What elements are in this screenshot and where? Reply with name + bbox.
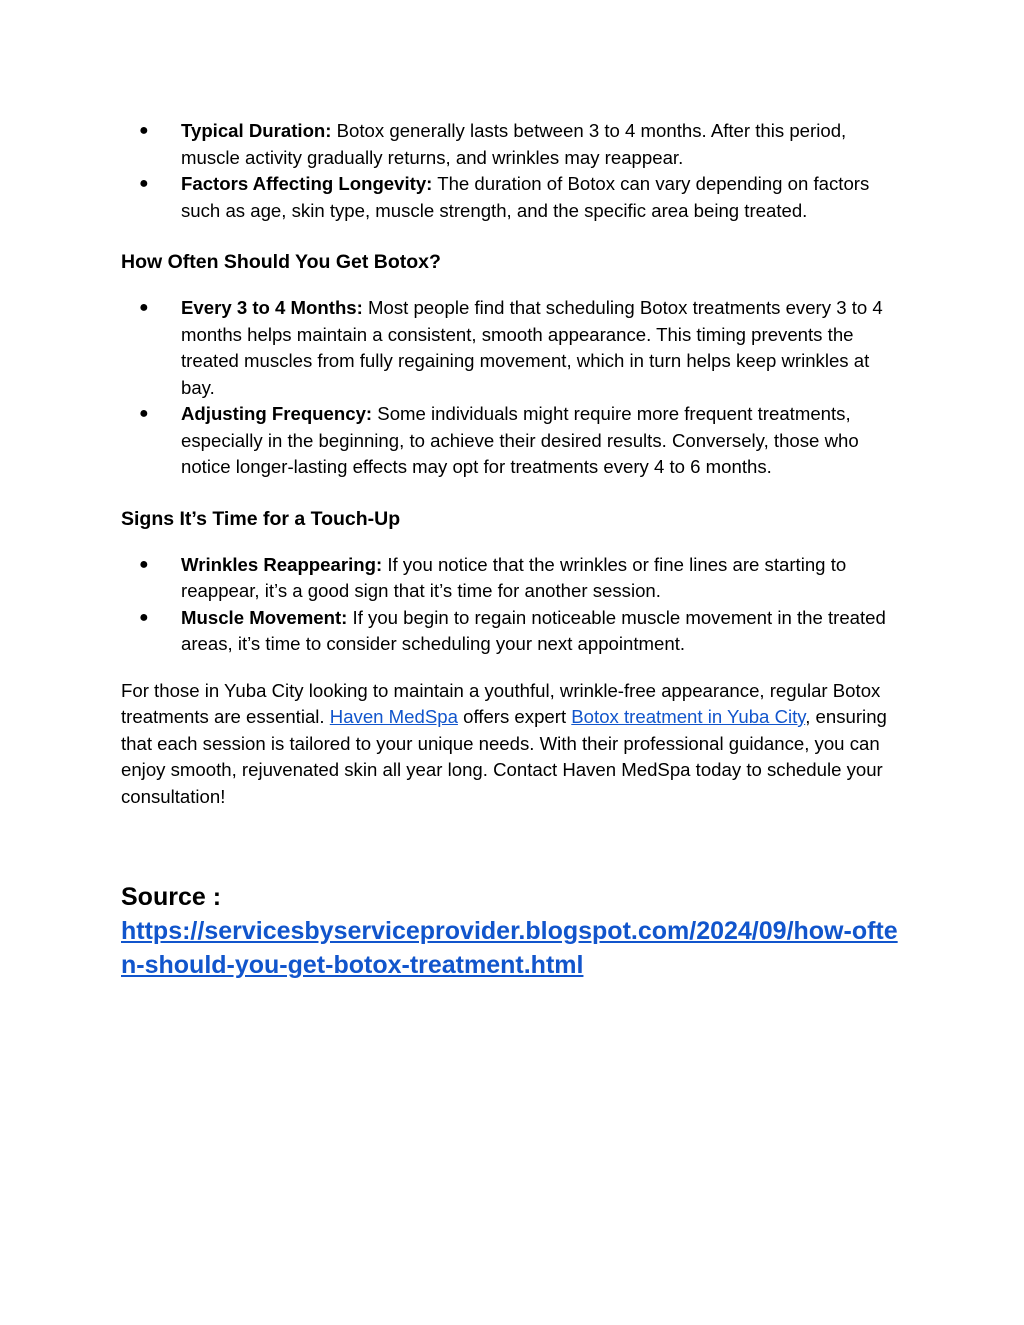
bullet-icon: ● — [139, 175, 149, 192]
list-item-text: Some individuals might require more frequent treatments, especially in the beginning, to achieve their desired results. Conversely, those who notice longer-lasting effects may opt for treatments every 4 to 6 months. — [181, 403, 859, 477]
list-item-term: Wrinkles Reappearing: — [181, 553, 383, 575]
list-item-term: Factors Affecting Longevity: — [181, 173, 433, 194]
signs-list — [121, 552, 903, 658]
list-item-text: If you notice that the wrinkles or fine lines are starting to reappear, it’s a good sign that it’s time for another session. — [181, 553, 847, 601]
list-item — [121, 552, 903, 605]
list-item — [121, 401, 903, 481]
closing-text: , ensuring that each session is tailored to your unique needs. With their professional guidance, you can enjoy smooth, rejuvenated skin all year long. Contact Haven MedSpa today to schedule your consultation! — [121, 706, 887, 807]
bullet-icon: ● — [139, 608, 149, 626]
duration-list — [121, 118, 903, 224]
bullet-icon: ● — [139, 555, 149, 573]
list-item — [121, 295, 903, 401]
bullet-icon: ● — [139, 405, 149, 422]
bullet-icon: ● — [139, 299, 149, 316]
bullet-icon: ● — [139, 122, 149, 139]
section-heading-signs: Signs It’s Time for a Touch-Up — [121, 507, 401, 530]
list-item — [121, 605, 903, 658]
source-label: Source : — [121, 883, 222, 911]
list-item-term: Every 3 to 4 Months: — [181, 297, 363, 318]
list-item-text: The duration of Botox can vary depending on factors such as age, skin type, muscle strength, and the specific area being treated. — [181, 173, 870, 221]
botox-treatment-link[interactable]: Botox treatment in Yuba City — [571, 706, 806, 727]
list-item-term: Muscle Movement: — [181, 606, 348, 628]
closing-text: For those in Yuba City looking to maintain a youthful, wrinkle-free appearance, regular Botox treatments are essential. — [121, 679, 881, 727]
closing-paragraph — [121, 678, 903, 811]
list-item-text: Botox generally lasts between 3 to 4 months. After this period, muscle activity gradually returns, and wrinkles may reappear. — [181, 120, 847, 168]
list-item-text: Most people find that scheduling Botox treatments every 3 to 4 months helps maintain a consistent, smooth appearance. This timing prevents the treated muscles from fully regaining movement, which in turn helps keep wrinkles at bay. — [181, 297, 883, 398]
source-block — [121, 880, 903, 982]
section-heading-often: How Often Should You Get Botox? — [121, 251, 441, 273]
list-item-text: If you begin to regain noticeable muscle movement in the treated areas, it’s time to consider scheduling your next appointment. — [181, 606, 886, 654]
source-url-link[interactable]: https://servicesbyserviceprovider.blogspot.com/2024/09/how-often-should-you-get-botox-treatment.html — [121, 917, 898, 979]
closing-text: offers expert — [457, 706, 572, 727]
often-list — [121, 295, 903, 481]
list-item — [121, 118, 903, 171]
list-item — [121, 171, 903, 224]
document-page — [121, 118, 903, 982]
list-item-term: Typical Duration: — [181, 120, 332, 141]
haven-medspa-link[interactable]: Haven MedSpa — [329, 706, 458, 727]
list-item-term: Adjusting Frequency: — [181, 403, 373, 424]
